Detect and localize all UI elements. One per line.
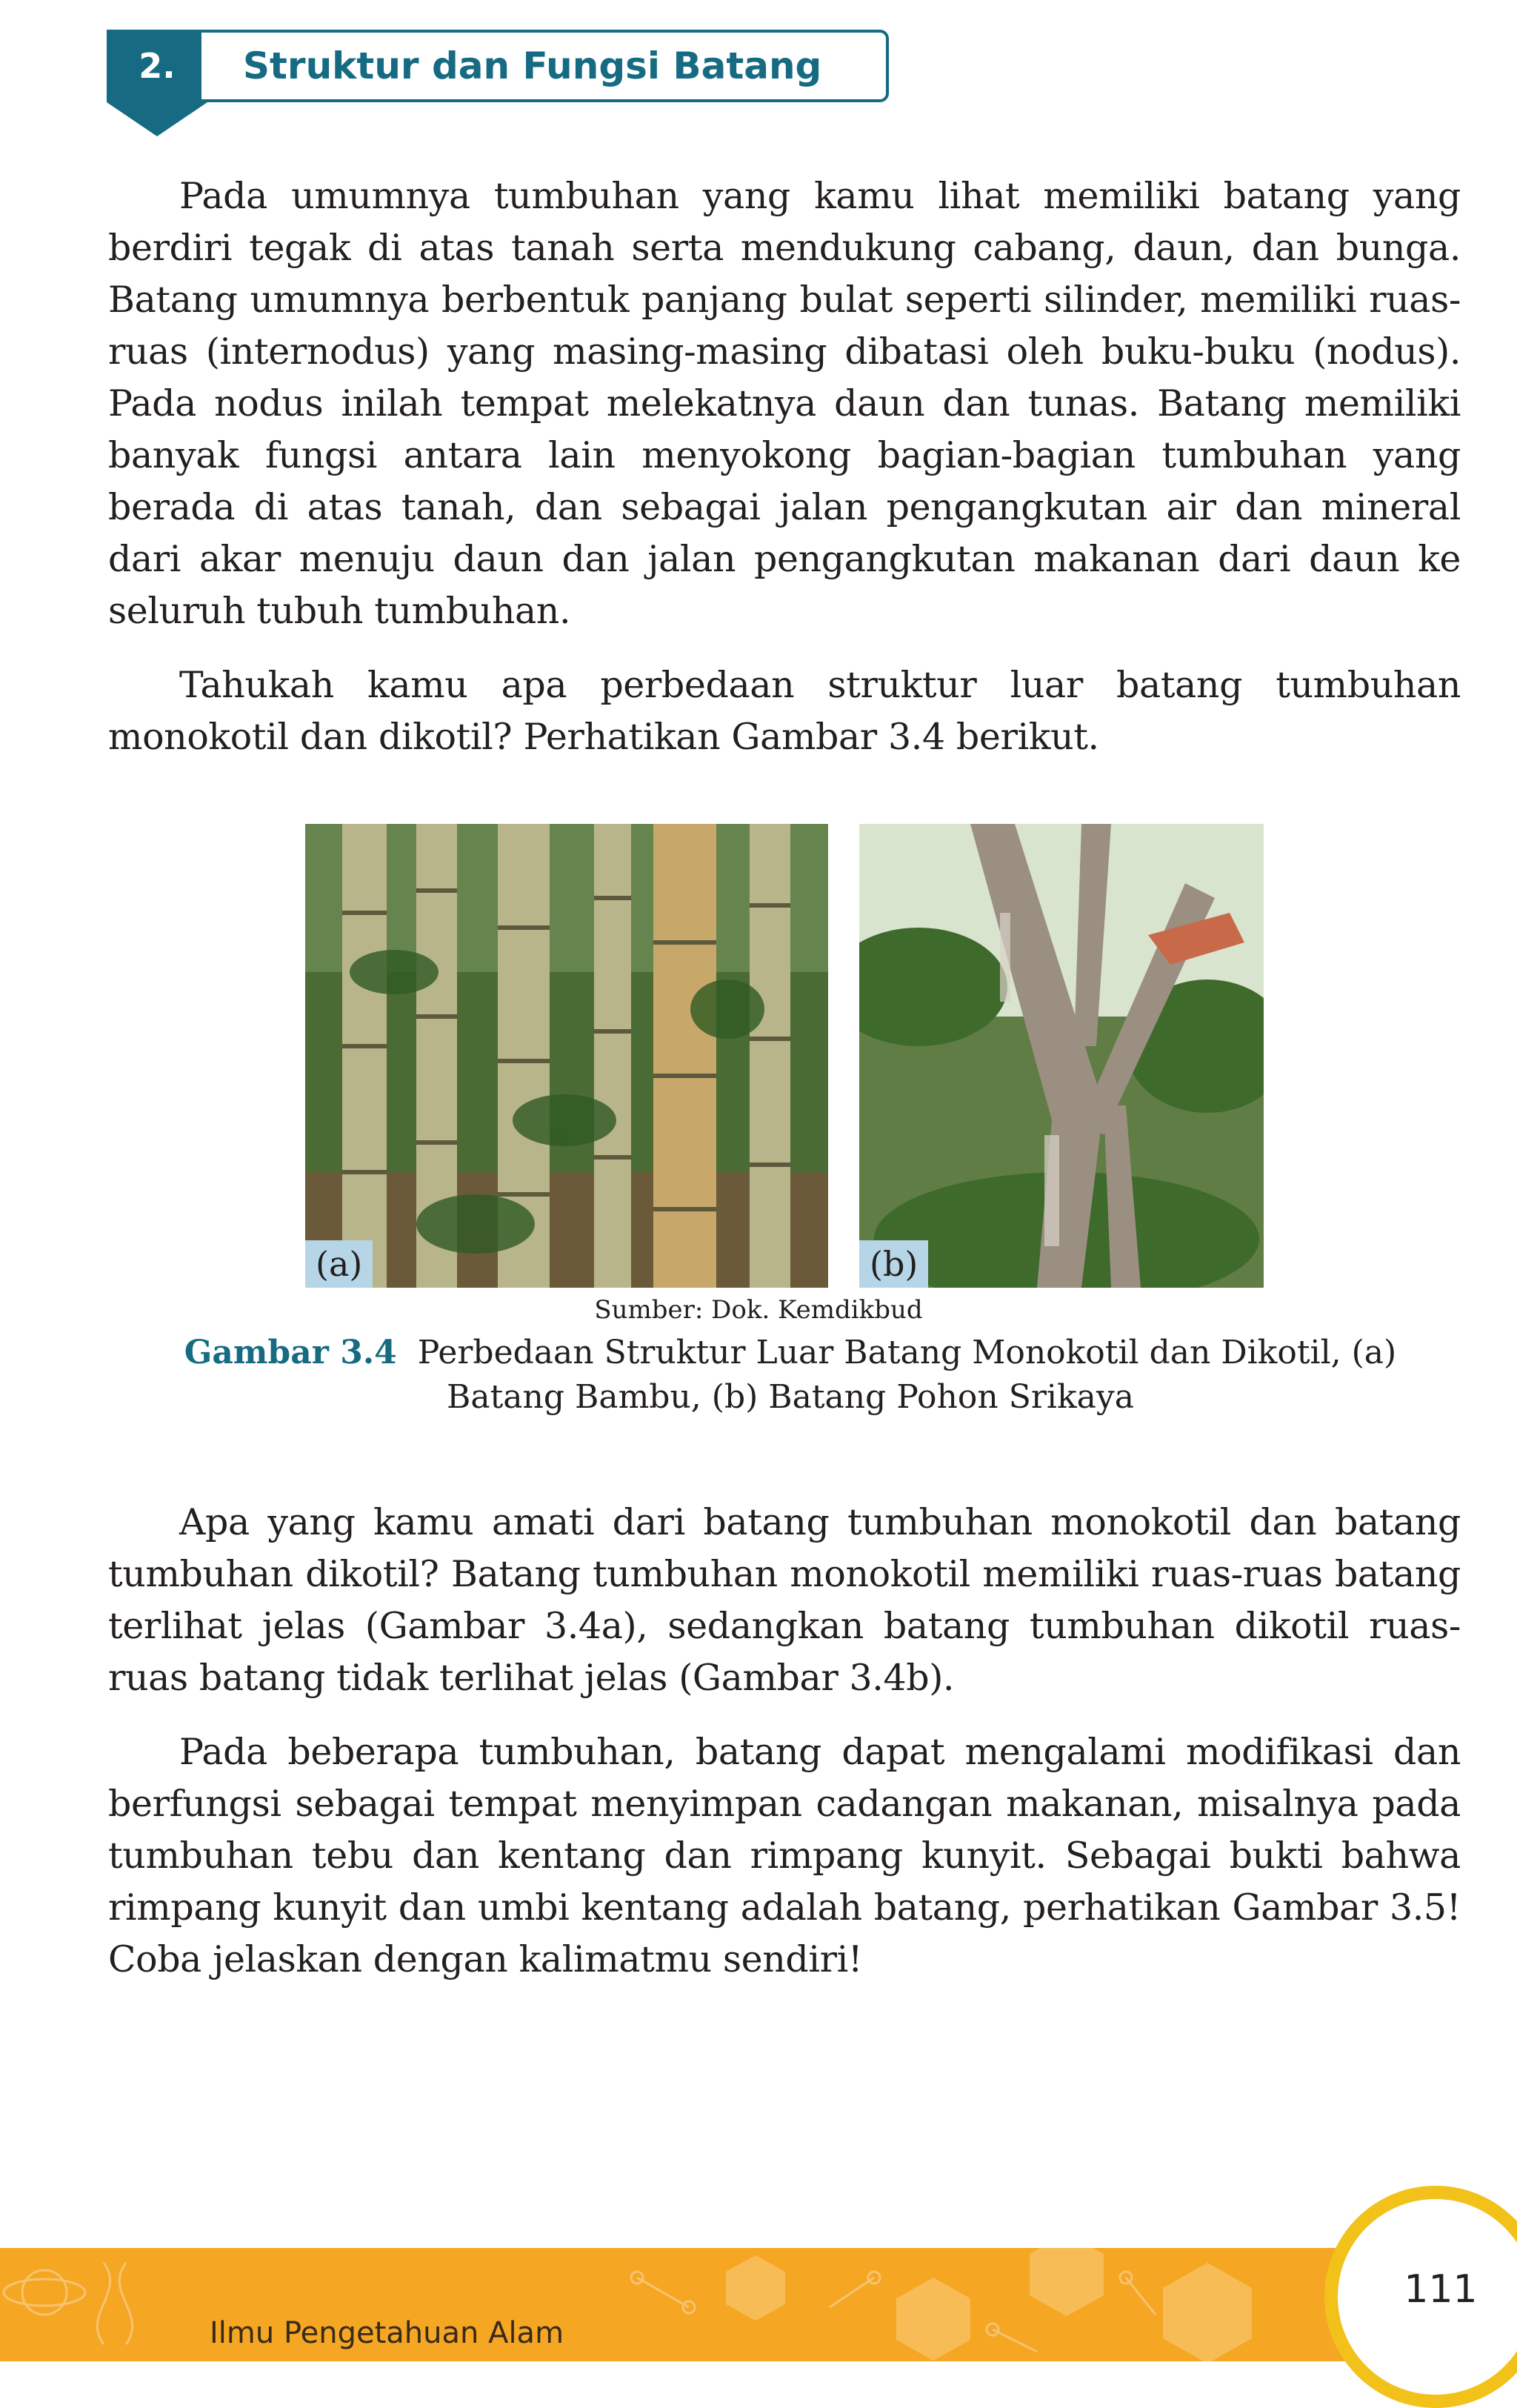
paragraph-modification: Pada beberapa tumbuhan, batang dapat mengalami modifikasi dan berfungsi sebagai tempat menyimpan cadangan makanan, misalnya pada tumbuhan tebu dan kentang dan rimpang kunyit. Sebagai bukti bahwa rimpang kunyit dan umbi kentang adalah batang, perhatikan Gambar 3.5! Coba jelaskan dengan kalimatmu sendiri! (108, 1731, 1461, 1980)
photo-label-a: (a) (305, 1240, 373, 1288)
paragraph-observation: Apa yang kamu amati dari batang tumbuhan monokotil dan batang tumbuhan dikotil? Batang tumbuhan monokotil memiliki ruas-ruas batang terlihat jelas (Gambar 3.4a), sedangkan batang tumbuhan dikotil ruas-ruas batang tidak terlihat jelas (Gambar 3.4b). (108, 1501, 1461, 1699)
section-badge-tail (107, 102, 207, 136)
paragraph-intro: Pada umumnya tumbuhan yang kamu lihat memiliki batang yang berdiri tegak di atas tanah serta mendukung cabang, daun, dan bunga. Batang umumnya berbentuk panjang bulat seperti silinder, memiliki ruas-ruas (internodus) yang masing-masing dibatasi oleh buku-buku (nodus). Pada nodus inilah tempat melekatnya daun dan tunas. Batang memiliki banyak fungsi antara lain menyokong bagian-bagian tumbuhan yang berada di atas tanah, dan sebagai jalan pengangkutan air dan mineral dari akar menuju daun dan jalan pengangkutan makanan dari daun ke seluruh tubuh tumbuhan. (108, 175, 1461, 632)
figure-caption (127, 1331, 1453, 1420)
photo-label-b: (b) (859, 1240, 928, 1288)
section-title: Struktur dan Fungsi Batang (243, 44, 822, 87)
section-title-box (201, 30, 889, 102)
page-number: 111 (1404, 2267, 1478, 2312)
paragraph-question: Tahukah kamu apa perbedaan struktur luar batang tumbuhan monokotil dan dikotil? Perhatikan Gambar 3.4 berikut. (108, 664, 1461, 758)
figure-caption-label: Gambar 3.4 (184, 1334, 397, 1371)
book-title: Ilmu Pengetahuan Alam (210, 2316, 564, 2350)
figure-caption-text: Perbedaan Struktur Luar Batang Monokotil dan Dikotil, (a) Batang Bambu, (b) Batang Pohon Srikaya (417, 1334, 1397, 1416)
section-number: 2. (139, 46, 176, 86)
figure-source: Sumber: Dok. Kemdikbud (594, 1295, 923, 1325)
photo-srikaya-stem (859, 824, 1264, 1288)
page-footer (0, 2248, 1517, 2361)
section-number-badge (107, 30, 207, 102)
photo-bamboo-stem (305, 824, 828, 1288)
